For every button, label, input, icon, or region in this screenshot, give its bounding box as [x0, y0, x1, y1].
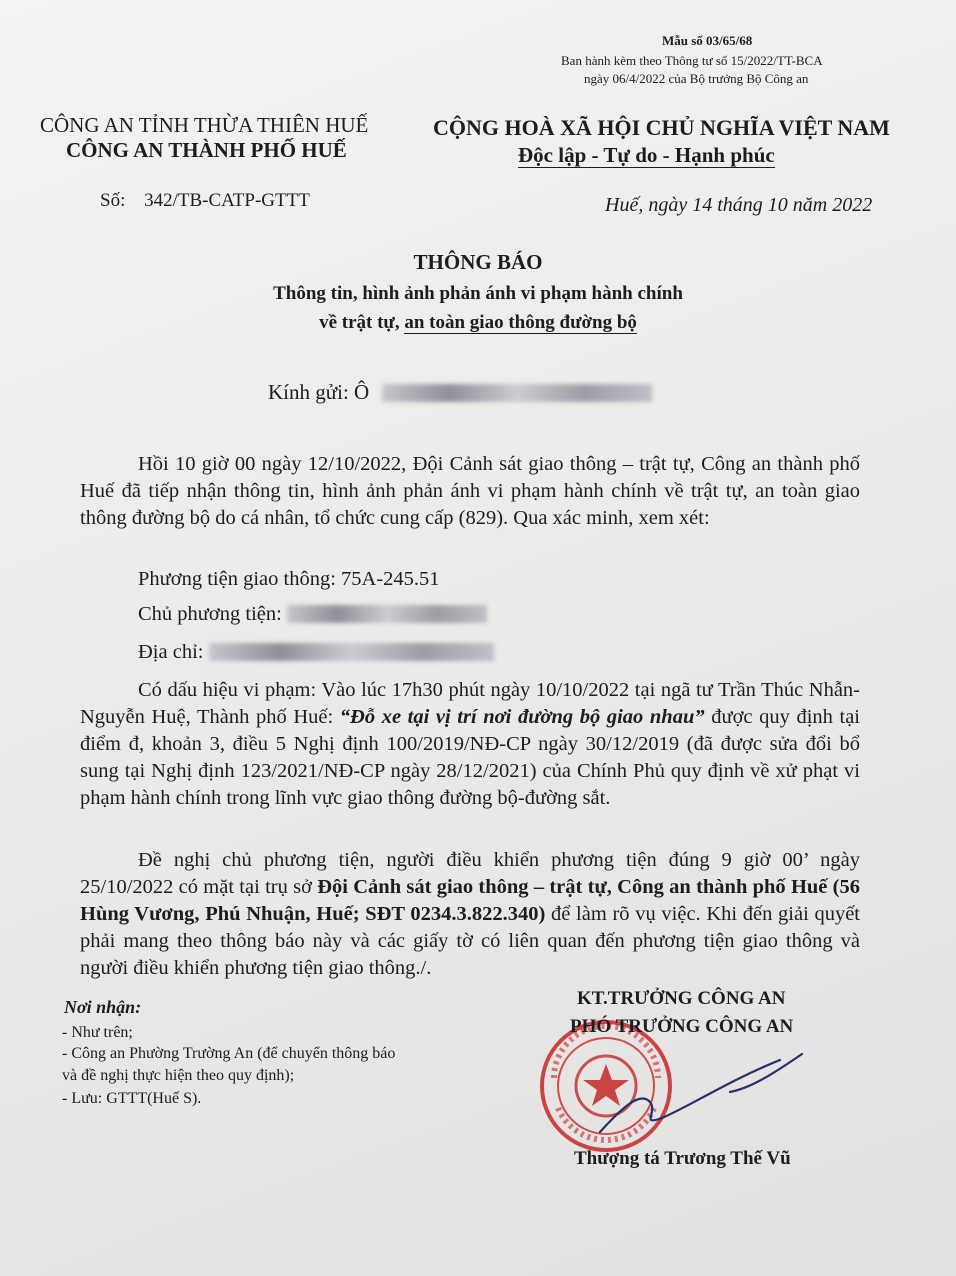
violation-intro: Có dấu hiệu vi phạm: Vào lúc 17h30 phút ngày 10/10/2022 tại ngã tư Trần Thúc Nhẫn- Nguyễn Huệ, Thành phố Huế:	[80, 679, 860, 728]
signature-title-2: PHÓ TRƯỞNG CÔNG AN	[570, 1016, 794, 1037]
doc-number: 342/TB-CATP-GTTT	[144, 190, 310, 211]
request-details: để làm rõ vụ việc. Khi đến giải quyết phải mang theo thông báo này và các giấy tờ có liên quan đến phương tiện giao thông và người điều khiển phương tiện giao thông./.	[80, 903, 860, 979]
violation-text: “Đỗ xe tại vị trí nơi đường bộ giao nhau”	[339, 706, 705, 728]
recipient-item: - Công an Phường Trường An (để chuyển thông báo	[62, 1045, 396, 1062]
agency-parent: CÔNG AN TỈNH THỪA THIÊN HUẾ	[40, 113, 369, 137]
request-intro: Đề nghị chủ phương tiện, người điều khiển phương tiện đúng 9 giờ 00’ ngày 25/10/2022 có mặt tại trụ sở	[80, 849, 860, 898]
address-line	[138, 641, 494, 664]
greeting-label: Kính gửi: Ô	[268, 380, 370, 404]
doc-number-row	[100, 190, 310, 212]
doc-subtitle-2-prefix: về trật tự,	[319, 312, 405, 333]
nation-title: CỘNG HOÀ XÃ HỘI CHỦ NGHĨA VIỆT NAM	[433, 115, 890, 140]
owner-label: Chủ phương tiện:	[138, 603, 282, 625]
signature-title-1: KT.TRƯỞNG CÔNG AN	[577, 988, 786, 1009]
signer-name: Thượng tá Trương Thế Vũ	[574, 1148, 791, 1169]
agency-name: CÔNG AN THÀNH PHỐ HUẾ	[66, 138, 347, 162]
doc-subtitle-2-underlined: an toàn giao thông đường bộ	[404, 312, 637, 333]
recipient-item: và đề nghị thực hiện theo quy định);	[62, 1067, 295, 1084]
owner-line	[138, 603, 487, 626]
nation-motto-wrap	[518, 143, 775, 168]
doc-subtitle-2	[0, 312, 956, 334]
doc-title: THÔNG BÁO	[413, 250, 543, 274]
recipients-heading: Nơi nhận:	[64, 997, 142, 1017]
redacted-address	[209, 643, 494, 661]
redacted-owner	[287, 605, 487, 623]
greeting	[268, 380, 652, 405]
place-date: Huế, ngày 14 tháng 10 năm 2022	[605, 194, 873, 216]
paragraph-request	[80, 847, 860, 982]
violation-legal-basis: được quy định tại điểm đ, khoản 3, điều 5 Nghị định 100/2019/NĐ-CP ngày 30/12/2019 (đã được sửa đổi bổ sung tại Nghị định 123/2021/NĐ-CP ngày 28/12/2021) của Chính Phủ quy định về xử phạt vi phạm hành chính trong lĩnh vực giao thông đường bộ-đường sắt.	[80, 706, 861, 809]
handwritten-signature	[580, 1040, 820, 1150]
request-office: Đội Cảnh sát giao thông – trật tự, Công an thành phố Huế (56 Hùng Vương, Phú Nhuận, Huế; SĐT 0234.3.822.340)	[80, 876, 861, 925]
form-issued-line2: ngày 06/4/2022 của Bộ trưởng Bộ Công an	[584, 71, 809, 86]
doc-number-label: Số:	[100, 190, 126, 211]
vehicle-line: Phương tiện giao thông: 75A-245.51	[138, 568, 440, 590]
recipient-item: - Lưu: GTTT(Huế S).	[62, 1090, 202, 1107]
nation-motto: Độc lập - Tự do - Hạnh phúc	[518, 143, 775, 167]
address-label: Địa chỉ:	[138, 641, 204, 663]
form-id: Mẫu số 03/65/68	[662, 33, 753, 48]
paragraph-intro: Hồi 10 giờ 00 ngày 12/10/2022, Đội Cảnh sát giao thông – trật tự, Công an thành phố Huế đã tiếp nhận thông tin, hình ảnh phản ánh vi phạm hành chính về trật tự, an toàn giao thông đường bộ do cá nhân, tổ chức cung cấp (829). Qua xác minh, xem xét:	[80, 453, 860, 529]
recipient-item: - Như trên;	[62, 1024, 133, 1041]
redacted-name	[382, 384, 652, 402]
paragraph-violation	[80, 677, 860, 812]
form-issued-line1: Ban hành kèm theo Thông tư số 15/2022/TT-BCA	[561, 53, 823, 68]
doc-subtitle-1: Thông tin, hình ảnh phản ánh vi phạm hành chính	[273, 283, 683, 304]
